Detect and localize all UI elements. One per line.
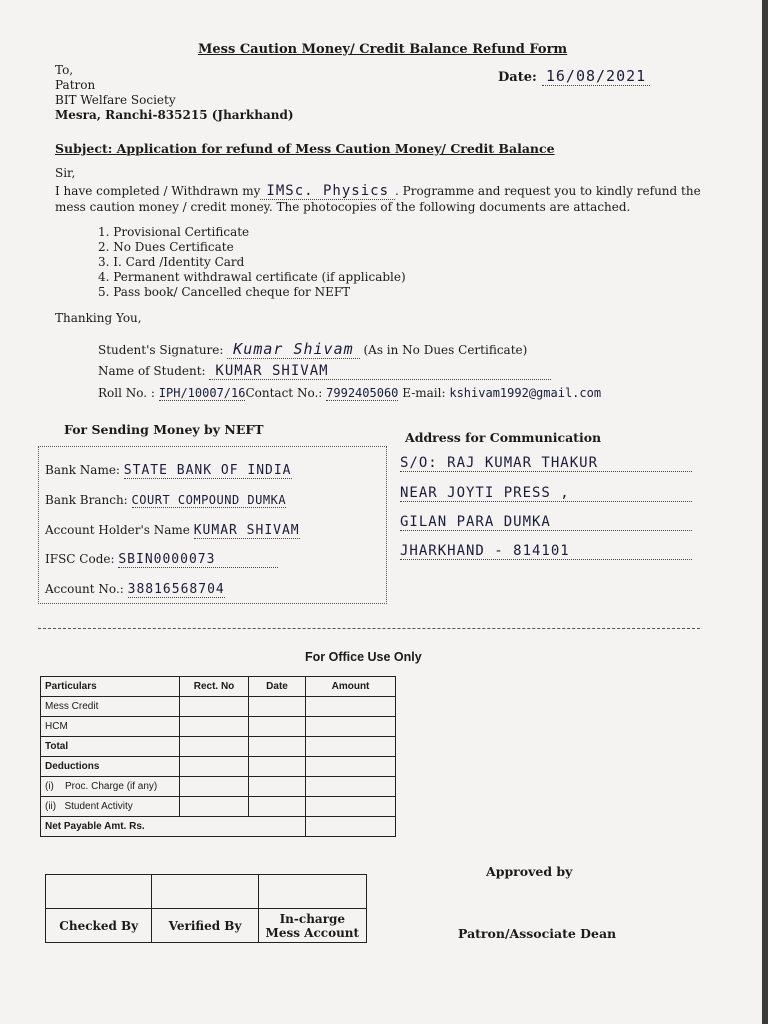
salutation: Sir, (55, 166, 76, 180)
table-row (41, 697, 396, 717)
bank-branch-row (45, 493, 286, 508)
approved-by-label: Approved by (486, 864, 573, 879)
roll-value: IPH/10007/16 (158, 386, 246, 400)
addressee-line: To, (55, 63, 74, 77)
table-cell[interactable] (306, 797, 396, 817)
table-cell[interactable] (306, 817, 396, 837)
signoff-signature-row (46, 875, 367, 909)
table-row (41, 777, 396, 797)
student-signature: Kumar Shivam (227, 340, 359, 359)
column-header: Amount (306, 677, 396, 697)
student-name-row (98, 363, 551, 380)
table-cell[interactable] (249, 777, 306, 797)
table-cell[interactable] (180, 777, 249, 797)
table-cell[interactable] (306, 697, 396, 717)
row-label: Total (41, 737, 180, 757)
signoff-label-row (46, 909, 367, 943)
bank-name-row (45, 463, 292, 479)
column-header: Particulars (41, 677, 180, 697)
date-value: 16/08/2021 (542, 67, 650, 86)
approver-title: Patron/Associate Dean (458, 926, 617, 941)
address-line: NEAR JOYTI PRESS , (400, 485, 692, 502)
neft-heading: For Sending Money by NEFT (64, 422, 264, 437)
table-cell[interactable] (180, 737, 249, 757)
body-line-1 (55, 183, 701, 200)
list-item: 3. I. Card /Identity Card (98, 255, 245, 269)
signature-cell[interactable] (258, 875, 366, 909)
table-row (41, 757, 396, 777)
bank-name-label: Bank Name: (45, 463, 120, 477)
thanking-text: Thanking You, (55, 311, 142, 325)
row-label: (ii) Student Activity (41, 797, 180, 817)
table-row (41, 797, 396, 817)
row-label: (i) Proc. Charge (if any) (41, 777, 180, 797)
date-field (498, 66, 650, 86)
form-title: Mess Caution Money/ Credit Balance Refund Form (198, 42, 568, 57)
table-cell[interactable] (306, 777, 396, 797)
account-number-row (45, 582, 225, 598)
column-header: Date (249, 677, 306, 697)
table-cell[interactable] (306, 757, 396, 777)
ifsc-label: IFSC Code: (45, 552, 115, 566)
table-cell[interactable] (306, 717, 396, 737)
table-cell[interactable] (249, 737, 306, 757)
table-cell[interactable] (249, 697, 306, 717)
signature-row (98, 340, 527, 359)
list-item: 2. No Dues Certificate (98, 240, 234, 254)
programme-value: IMSc. Physics (260, 183, 395, 200)
account-holder-label: Account Holder's Name (45, 523, 190, 537)
bank-name-value: STATE BANK OF INDIA (123, 463, 292, 478)
student-name-label: Name of Student: (98, 364, 206, 378)
table-cell[interactable] (249, 797, 306, 817)
address-line: S/O: RAJ KUMAR THAKUR (400, 455, 692, 472)
signature-label: Student's Signature: (98, 343, 224, 357)
signoff-table (45, 874, 367, 943)
signature-note: (As in No Dues Certificate) (363, 343, 528, 357)
account-holder-value: KUMAR SHIVAM (193, 523, 300, 538)
bank-branch-value: COURT COMPOUND DUMKA (131, 493, 287, 507)
address-heading: Address for Communication (405, 430, 602, 445)
email-label: E-mail: (402, 386, 446, 400)
table-cell[interactable] (180, 757, 249, 777)
table-cell[interactable] (180, 717, 249, 737)
contact-value: 7992405060 (326, 386, 399, 400)
contact-row (98, 386, 601, 401)
row-label: Mess Credit (41, 697, 180, 717)
addressee-line: Patron (55, 78, 96, 92)
scan-edge-shadow (762, 0, 768, 1024)
list-item: 4. Permanent withdrawal certificate (if applicable) (98, 270, 406, 284)
table-row (41, 717, 396, 737)
address-line: JHARKHAND - 814101 (400, 543, 692, 560)
contact-label: Contact No.: (245, 386, 323, 400)
account-number-label: Account No.: (45, 582, 124, 596)
documents-list (98, 225, 406, 300)
student-name-value: KUMAR SHIVAM (209, 363, 551, 380)
row-label: HCM (41, 717, 180, 737)
subject-line: Subject: Application for refund of Mess Caution Money/ Credit Balance (55, 141, 555, 156)
verified-by-label: Verified By (152, 909, 258, 943)
table-cell[interactable] (180, 697, 249, 717)
table-row (41, 817, 396, 837)
checked-by-label: Checked By (46, 909, 152, 943)
list-item: 1. Provisional Certificate (98, 225, 250, 239)
row-label: Deductions (41, 757, 180, 777)
section-divider (38, 628, 700, 629)
incharge-label: In-charge Mess Account (258, 909, 366, 943)
ifsc-row (45, 552, 278, 568)
address-line: GILAN PARA DUMKA (400, 514, 692, 531)
body-line-2: mess caution money / credit money. The photocopies of the following documents are attached. (55, 200, 631, 214)
signature-cell[interactable] (152, 875, 258, 909)
ifsc-value: SBIN0000073 (118, 552, 278, 568)
list-item: 5. Pass book/ Cancelled cheque for NEFT (98, 285, 351, 299)
office-use-heading: For Office Use Only (305, 650, 422, 664)
addressee-line: Mesra, Ranchi-835215 (Jharkhand) (55, 108, 294, 122)
table-header-row (41, 677, 396, 697)
row-label: Net Payable Amt. Rs. (41, 817, 306, 837)
body-text: I have completed / Withdrawn my (55, 184, 261, 198)
signature-cell[interactable] (46, 875, 152, 909)
table-cell[interactable] (180, 797, 249, 817)
body-text: . Programme and request you to kindly refund the (395, 184, 701, 198)
table-cell[interactable] (306, 737, 396, 757)
addressee-block (55, 63, 294, 123)
addressee-line: BIT Welfare Society (55, 93, 176, 107)
roll-label: Roll No. : (98, 386, 155, 400)
office-use-table (40, 676, 396, 837)
table-cell[interactable] (249, 717, 306, 737)
account-holder-row (45, 523, 300, 539)
date-label: Date: (498, 70, 537, 85)
table-cell[interactable] (249, 757, 306, 777)
email-value: kshivam1992@gmail.com (449, 386, 602, 400)
column-header: Rect. No (180, 677, 249, 697)
account-number-value: 38816568704 (127, 582, 225, 597)
table-row (41, 737, 396, 757)
bank-branch-label: Bank Branch: (45, 493, 128, 507)
